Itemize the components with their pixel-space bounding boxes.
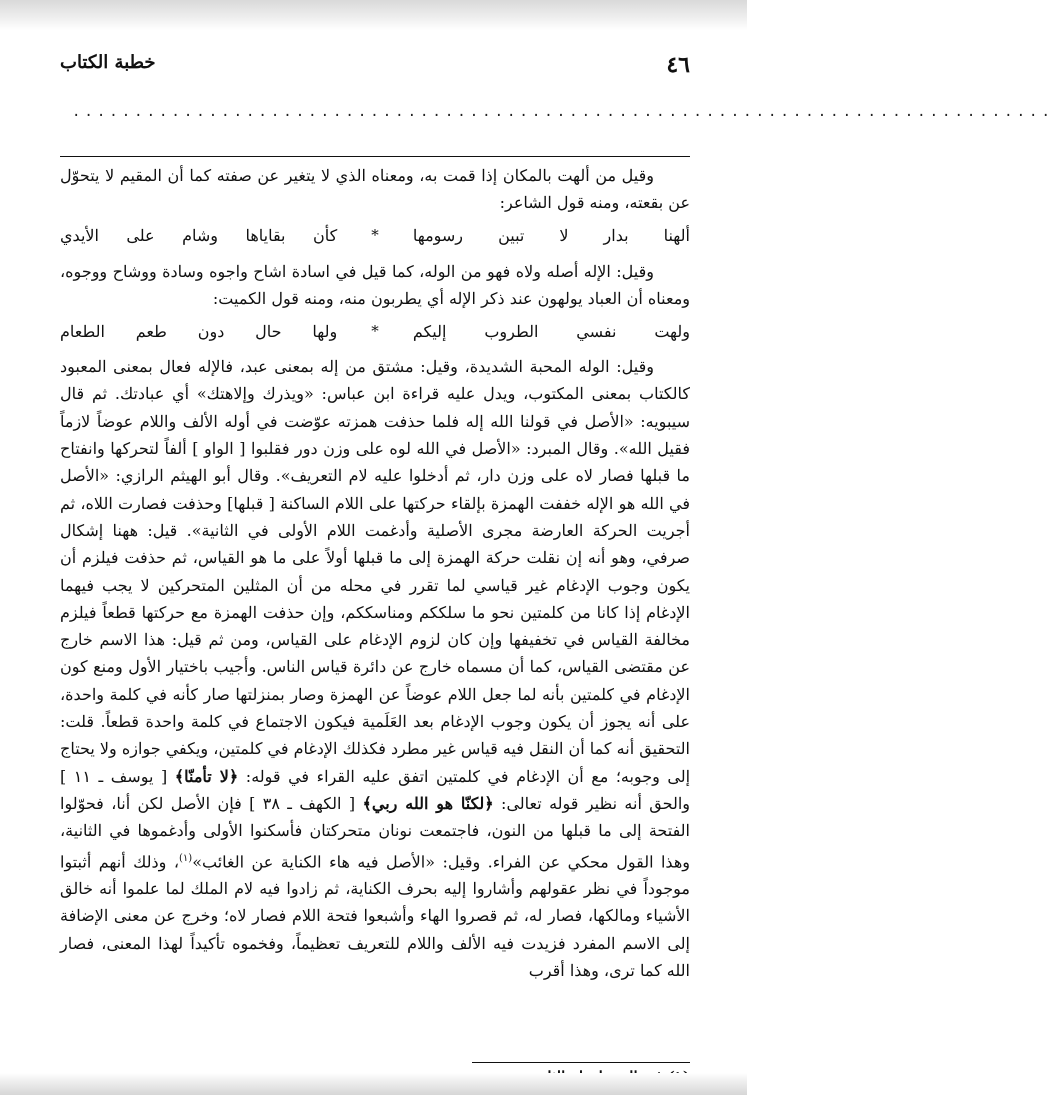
page-header: [60, 50, 690, 80]
verse-separator-star: *: [371, 226, 379, 245]
page-number: ٤٦: [666, 52, 690, 78]
paragraph-2: وقيل: الإله أصله ولاه فهو من الوله، كما قيل في اسادة اشاح واجوه وسادة ووشاح ووجوه، ومعناه أن العباد يولهون عند ذكر الإله أي يطربون منه، ومنه قول الكميت:: [60, 261, 690, 308]
verse-1-first-hemistich: ألهنا بدار لا تبين رسومها: [412, 226, 690, 246]
paragraph-3-part-3: [ الكهف ـ ٣٨ ] فإن الأصل لكن أنا، فحوّلوا الفتحة إلى ما قبلها من النون، فاجتمعت نونان متحركتان فأسكنوا الأولى وأدغموها في الثانية، وهذا القول محكي عن الفراء. وقيل: «الأصل فيه هاء الكناية عن الغائب»: [60, 793, 690, 871]
top-rule: [60, 156, 690, 157]
footnote-marker: (١): [179, 852, 193, 864]
paragraph-1: وقيل من ألهت بالمكان إذا قمت به، ومعناه الذي لا يتغير عن صفته كما أن المقيم لا يتحوّل عن بقعته، ومنه قول الشاعر:: [60, 166, 690, 213]
paragraph-3-part-2: [ يوسف ـ ١١ ] والحق أنه نظير قوله تعالى:: [60, 766, 691, 813]
paragraph-3-part-1: وقيل: الوله المحبة الشديدة، وقيل: مشتق من إله بمعنى عبد، فالإله فعال بمعنى المعبود كالكتاب بمعنى المكتوب، ويدل عليه قراءة ابن عباس: «ويذرك وإلاهتك» أي عبادتك. ثم قال سيبويه: «الأصل في قولنا الله إله فلما حذفت همزته عوّضت في أوله الألف واللام عوضاً لازماً فقيل الله». وقال المبرد: «الأصل في الله لوه على وزن دور فقلبوا [ الواو ] ألفاً لتحركها وانفتاح ما قبلها فصار لاه على وزن دار، ثم أدخلوا عليه لام التعريف». وقال أبو الهيثم الرازي: «الأصل في الله هو الإله خففت الهمزة بإلقاء حركتها على اللام الساكنة [ قبلها] وحذفت فصارت اللاه، ثم أجريت الحركة العارضة مجرى الأصلية وأدغمت اللام الأولى في الثانية». قيل: ههنا إشكال صرفي، وهو أنه إن نقلت حركة الهمزة إلى ما قبلها أولاً على ما هو القياس، ثم حذفت فيلزم أن يكون وجوب الإدغام غير قياسي لما تقرر في محله من أن المثلين المتحركين لا يجب فيهما الإدغام إذا كانا من كلمتين نحو ما سلككم ومناسككم، وإن حذفت الهمزة مع حركتها قطعاً فيلزم مخالفة القياس في تخفيفها وإن كان لزوم الإدغام على القياس، ومن ثم قيل: هذا الاسم خارج عن مقتضى القياس، كما أن مسماه خارج عن دائرة قياس الناس. وأجيب باختيار الأول ومنع كون الإدغام في كلمتين بأنه لما جعل اللام عوضاً عن الهمزة وصار بمنزلتها صار كأنه في كلمة واحدة، على أنه يجوز أن يكون وجوب الإدغام بعد العَلَمية فيكون الاجتماع في كلمة واحدة قطعاً. قلت: التحقيق أنه كما أن النقل فيه قياس غير مطرد فكذلك الإدغام في كلمتين، ويكفي جوازه ولا يحتاج إلى وجوبه؛ مع أن الإدغام في كلمتين اتفق عليه القراء في قوله:: [60, 357, 691, 786]
footnote-rule: [472, 1062, 690, 1063]
verse-separator-star: *: [371, 322, 379, 341]
verse-2-first-hemistich: ولهت نفسي الطروب إليكم: [412, 322, 690, 342]
quran-quote-1: ﴿لا تأمنّا﴾: [174, 766, 239, 786]
verse-2-second-hemistich: ولها حال دون طعم الطعام: [60, 322, 338, 342]
scan-shadow-bottom: [0, 1073, 747, 1095]
quran-quote-2: ﴿لكنّا هو الله ربي﴾: [362, 793, 494, 813]
main-text: [60, 162, 690, 984]
running-title: خطبة الكتاب: [60, 52, 156, 73]
paragraph-3-part-4: ، وذلك أنهم أثبتوا موجوداً في نظر عقولهم وأشاروا إليه بحرف الكناية، ثم زادوا فيه لام الملك لما علموا أنه خالق الأشياء ومالكها، فصار له، ثم قصروا الهاء وأشبعوا فتحة اللام فصار لاه؛ وخرج عن معنى الإضافة إلى الاسم المفرد فزيدت فيه الألف واللام للتعريف تعظيماً، وفخموه تأكيداً لهذا المعنى، فصار الله كما ترى، وهذا أقرب: [60, 851, 690, 981]
verse-1: [60, 223, 690, 250]
dotted-separator: ...............................................................................: [72, 104, 1054, 120]
verse-1-second-hemistich: كأن بقاياها وشام على الأيدي: [60, 226, 338, 246]
verse-2: [60, 318, 690, 345]
paragraph-3: [60, 353, 690, 984]
scan-shadow-top: [0, 0, 747, 30]
